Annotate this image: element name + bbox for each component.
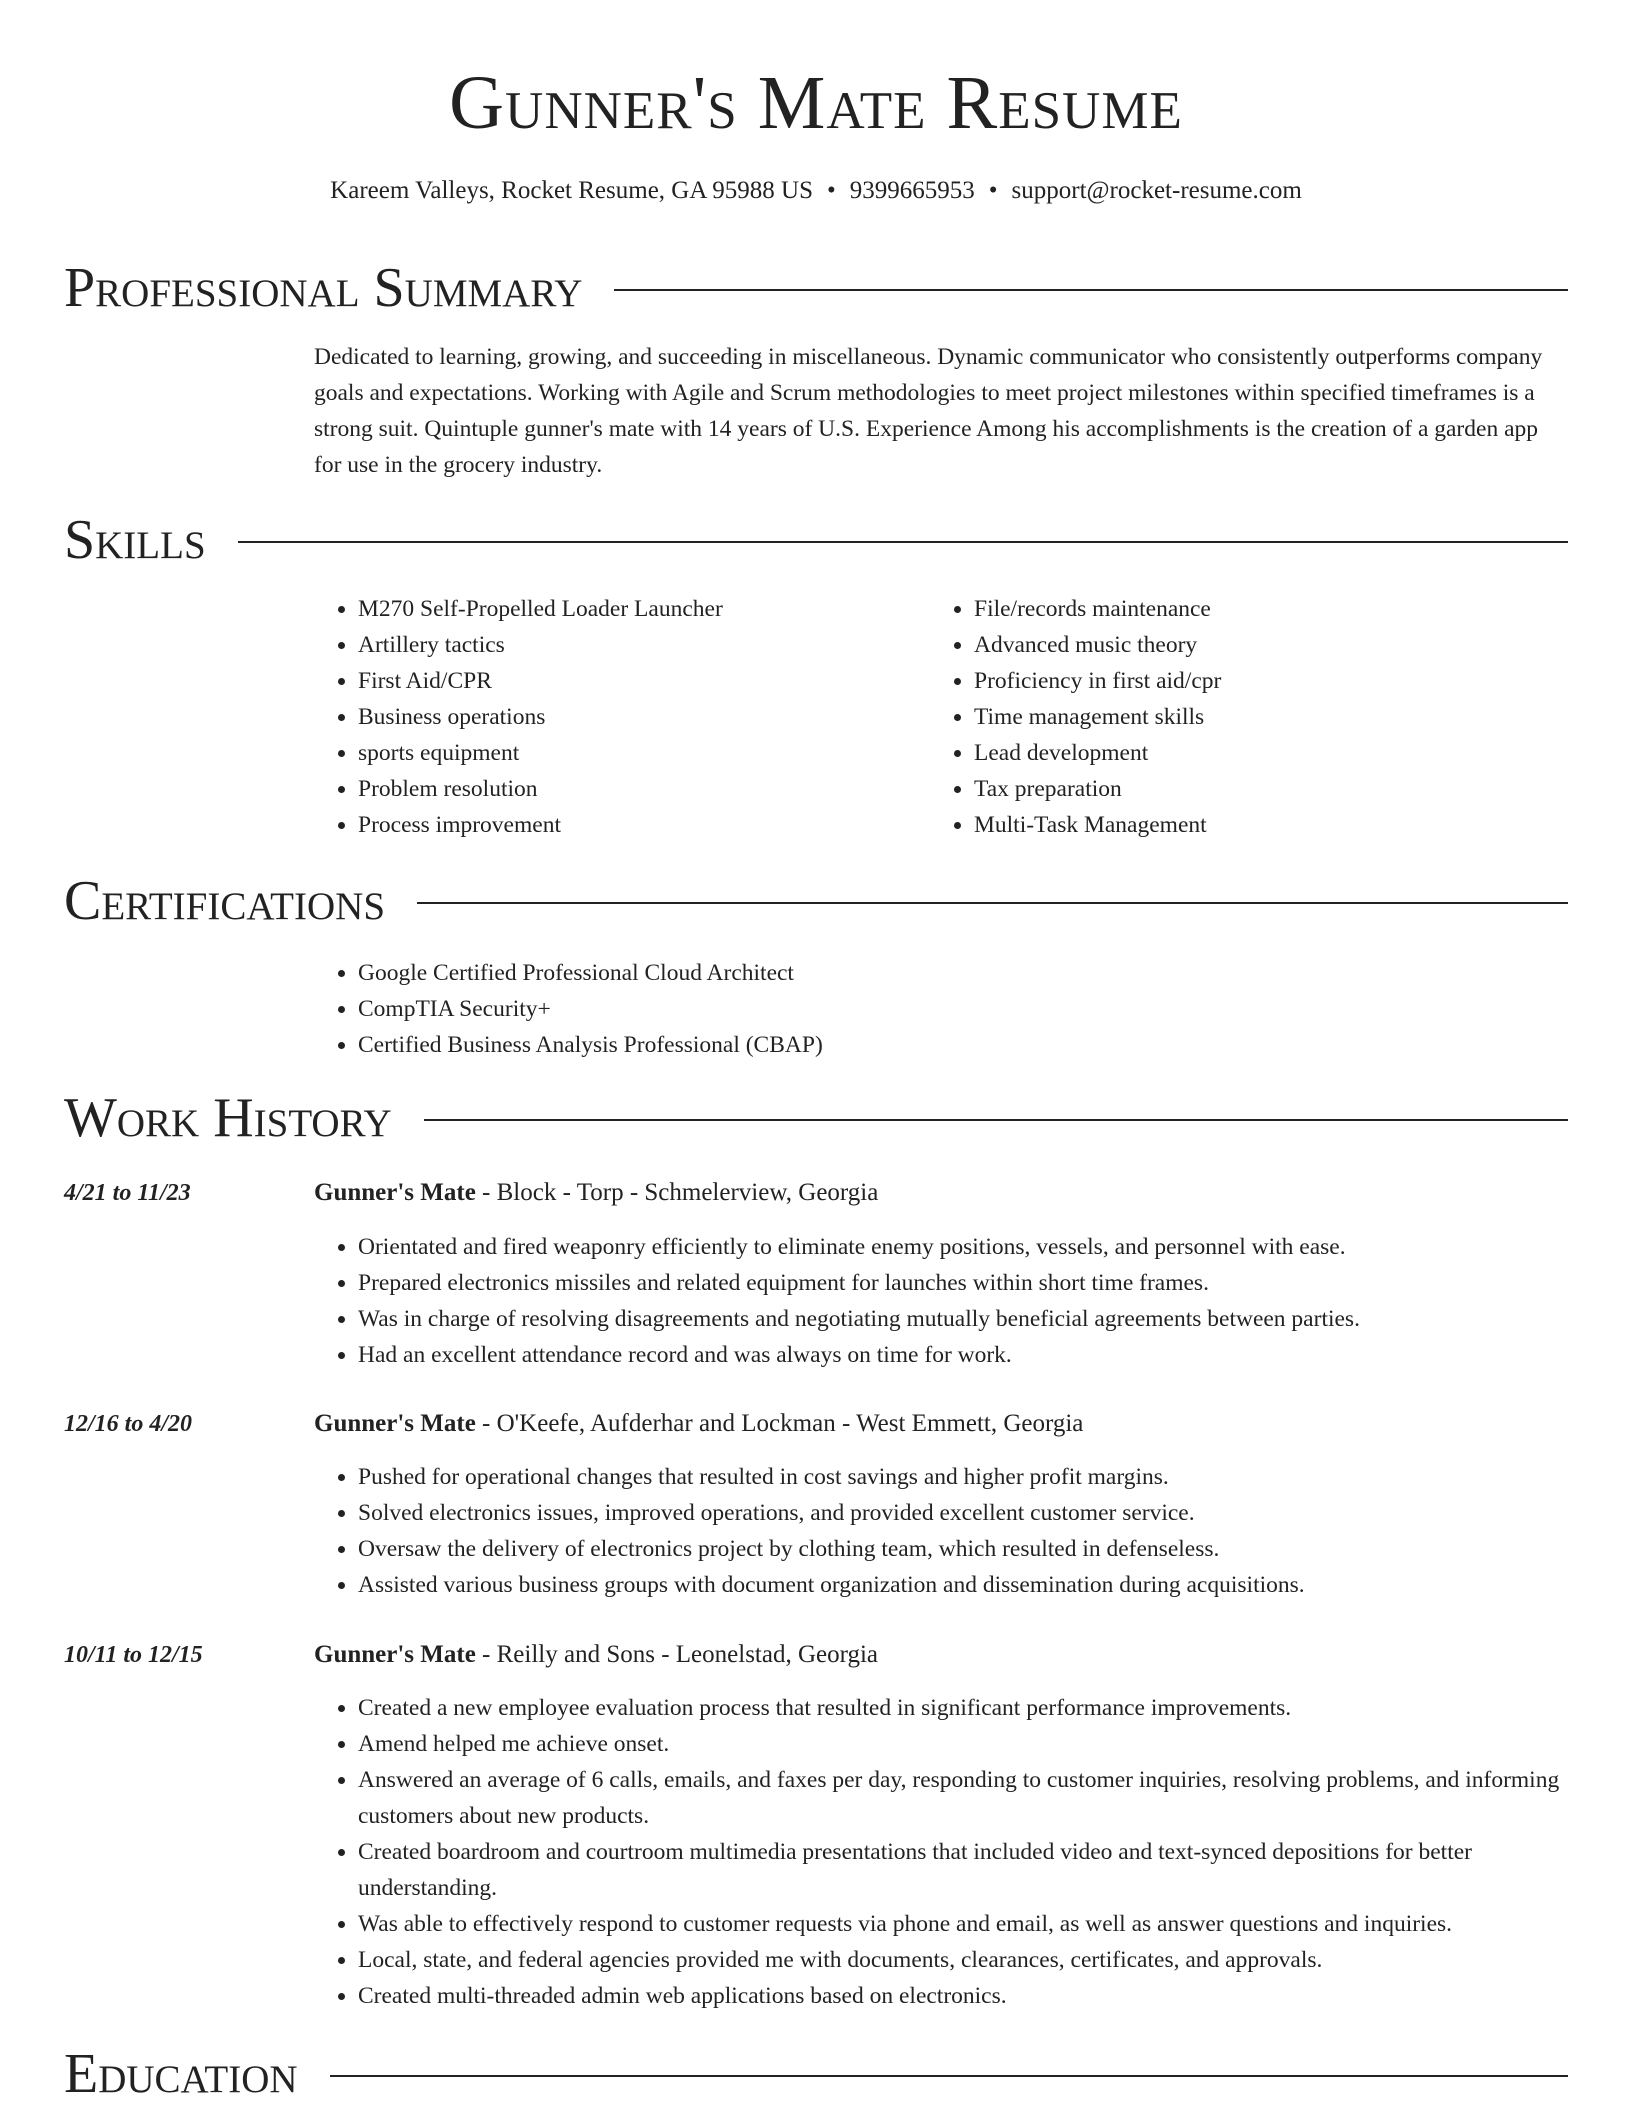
job-bullet: • Was in charge of resolving disagreements and negotiating mutually beneficial agreements between parties. — [358, 1301, 1614, 1337]
section-divider — [614, 289, 1568, 291]
job-bullet: • Created boardroom and courtroom multimedia presentations that included video and text-synced depositions for better understanding. — [358, 1834, 1614, 1906]
skill-item: • Time management skills — [974, 699, 1614, 735]
job-bullet: • Had an excellent attendance record and was always on time for work. — [358, 1337, 1614, 1373]
job-bullet: • Amend helped me achieve onset. — [358, 1726, 1614, 1762]
section-divider — [238, 541, 1568, 543]
job-bullet: • Answered an average of 6 calls, emails, and faxes per day, responding to customer inquiries, resolving problems, and informing customers about new products. — [358, 1762, 1614, 1834]
job-heading — [314, 1175, 1570, 1211]
section-title-certifications: Certifications — [64, 870, 386, 932]
skill-item: • Process improvement — [358, 807, 958, 843]
certification-item: • CompTIA Security+ — [358, 991, 1614, 1027]
section-title-work-history: Work History — [64, 1087, 392, 1149]
skill-item: • Problem resolution — [358, 771, 958, 807]
skill-item: • Business operations — [358, 699, 958, 735]
contact-email: support@rocket-resume.com — [1011, 177, 1302, 204]
job-heading — [314, 1637, 1570, 1673]
job-bullet: • Oversaw the delivery of electronics project by clothing team, which resulted in defenseless. — [358, 1531, 1614, 1567]
contact-phone: 9399665953 — [849, 177, 975, 204]
contact-address: Kareem Valleys, Rocket Resume, GA 95988 US — [330, 177, 813, 204]
skill-item: • First Aid/CPR — [358, 663, 958, 699]
section-header-skills — [64, 508, 1568, 572]
job-employer: - O'Keefe, Aufderhar and Lockman - West Emmett, Georgia — [475, 1410, 1084, 1437]
section-title-education: Education — [64, 2043, 298, 2105]
section-header-education — [64, 2042, 1568, 2106]
section-title-skills: Skills — [64, 509, 206, 571]
contact-line — [0, 176, 1632, 206]
section-header-summary — [64, 256, 1568, 320]
job-bullet: • Created multi-threaded admin web applications based on electronics. — [358, 1978, 1614, 2014]
section-header-work-history — [64, 1086, 1568, 1150]
job-bullets — [314, 1229, 1614, 1373]
job-dates: 12/16 to 4/20 — [64, 1411, 193, 1437]
job-dates: 10/11 to 12/15 — [64, 1642, 203, 1668]
job-employer: - Reilly and Sons - Leonelstad, Georgia — [475, 1641, 879, 1668]
skill-item: • sports equipment — [358, 735, 958, 771]
job-bullet: • Created a new employee evaluation process that resulted in significant performance improvements. — [358, 1690, 1614, 1726]
skill-item: • Tax preparation — [974, 771, 1614, 807]
contact-separator: • — [988, 177, 998, 204]
skill-item: • File/records maintenance — [974, 591, 1614, 627]
skills-list-left — [314, 591, 958, 843]
skill-item: • Multi-Task Management — [974, 807, 1614, 843]
job-bullet: • Pushed for operational changes that resulted in cost savings and higher profit margins. — [358, 1459, 1614, 1495]
contact-separator: • — [826, 177, 836, 204]
skill-item: • M270 Self-Propelled Loader Launcher — [358, 591, 958, 627]
job-position: Gunner's Mate — [314, 1410, 476, 1437]
summary-text: Dedicated to learning, growing, and succeeding in miscellaneous. Dynamic communicator who consistently outperforms company goals and expectations. Working with Agile and Scrum methodologies to meet project milestones within specified timeframes is a strong suit. Quintuple gunner's mate with 14 years of U.S. Experience Among his accomplishments is the creation of a garden app for use in the grocery industry. — [314, 344, 1543, 478]
job-bullet: • Was able to effectively respond to customer requests via phone and email, as well as answer questions and inquiries. — [358, 1906, 1614, 1942]
resume-title: Gunner's Mate Resume — [449, 61, 1183, 145]
job-bullet: • Assisted various business groups with document organization and dissemination during acquisitions. — [358, 1567, 1614, 1603]
job-dates: 4/21 to 11/23 — [64, 1180, 191, 1206]
skill-item: • Artillery tactics — [358, 627, 958, 663]
section-header-certifications — [64, 869, 1568, 933]
job-bullet: • Prepared electronics missiles and related equipment for launches within short time frames. — [358, 1265, 1614, 1301]
job-position: Gunner's Mate — [314, 1179, 476, 1206]
job-employer: - Block - Torp - Schmelerview, Georgia — [475, 1179, 879, 1206]
section-divider — [417, 902, 1568, 904]
skill-item: • Lead development — [974, 735, 1614, 771]
job-bullet: • Orientated and fired weaponry efficiently to eliminate enemy positions, vessels, and personnel with ease. — [358, 1229, 1614, 1265]
skills-list-right — [930, 591, 1614, 843]
skill-item: • Advanced music theory — [974, 627, 1614, 663]
job-bullet: • Solved electronics issues, improved operations, and provided excellent customer service. — [358, 1495, 1614, 1531]
job-bullets — [314, 1690, 1614, 2014]
job-bullets — [314, 1459, 1614, 1603]
section-divider — [330, 2075, 1568, 2077]
job-heading — [314, 1406, 1570, 1442]
skill-item: • Proficiency in first aid/cpr — [974, 663, 1614, 699]
job-bullet: • Local, state, and federal agencies provided me with documents, clearances, certificates, and approvals. — [358, 1942, 1614, 1978]
certification-item: • Google Certified Professional Cloud Architect — [358, 955, 1614, 991]
certifications-list — [314, 955, 1614, 1063]
certification-item: • Certified Business Analysis Professional (CBAP) — [358, 1027, 1614, 1063]
section-divider — [424, 1119, 1568, 1121]
job-position: Gunner's Mate — [314, 1641, 476, 1668]
section-title-summary: Professional Summary — [64, 257, 583, 319]
